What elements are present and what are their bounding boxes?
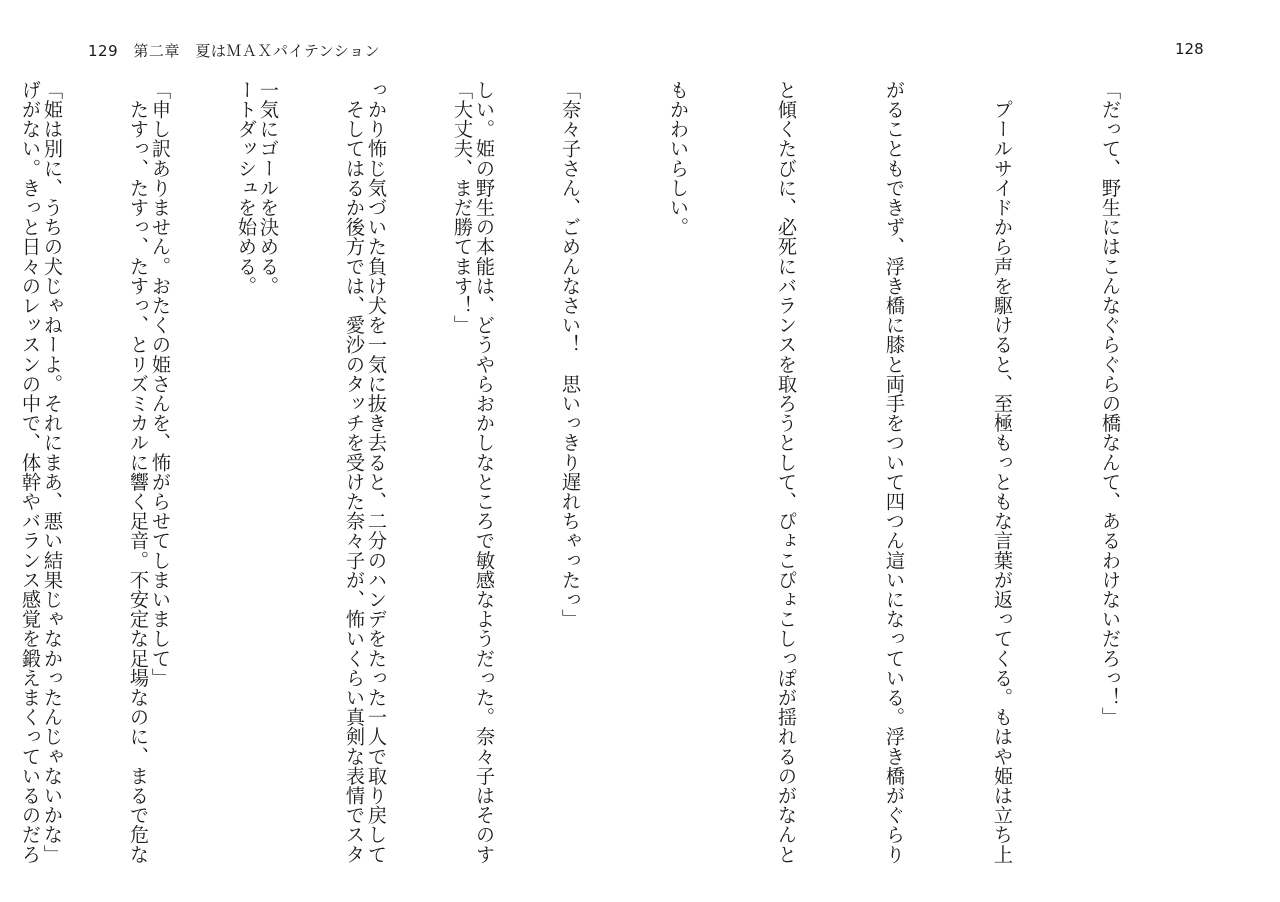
- text-line: っかり怖じ気づいた負け犬を一気に抜き去ると、二分のハンデをたった一人で取り戻して: [365, 80, 388, 864]
- text-line: がることもできず、浮き橋に膝と両手をついて四つん這いになっている。浮き橋がぐらり: [883, 80, 906, 864]
- text-line: ートダッシュを始める。: [235, 80, 258, 296]
- text-line: 一気にゴールを決める。: [257, 80, 280, 296]
- left-page-number: 129: [88, 42, 119, 60]
- text-line: 「大丈夫、まだ勝てます！」: [451, 80, 474, 335]
- running-header: [88, 40, 380, 61]
- text-line: げがない。きっと日々のレッスンの中で、体幹やバランス感覚を鍛えまくっているのだろ: [19, 80, 42, 864]
- right-page-number: 128: [1175, 40, 1204, 58]
- text-line: たすっ、たすっ、たすっ、とリズミカルに響く足音。不安定な足場なのに、まるで危な: [127, 80, 150, 864]
- chapter-title: 第二章 夏はＭＡＸパイテンション: [133, 42, 380, 60]
- text-line: 「姫は別に、うちの犬じゃねーよ。それにまあ、悪い結果じゃなかったんじゃないかな」: [41, 80, 64, 864]
- text-line: そしてはるか後方では、愛沙のタッチを受けた奈々子が、怖いくらい真剣な表情でスタ: [343, 80, 366, 864]
- text-line: 「だって、野生にはこんなぐらぐらの橋なんて、あるわけないだろっ！」: [1099, 80, 1122, 727]
- text-line: 「奈々子さん、ごめんなさい！ 思いっきり遅れちゃったっ」: [559, 80, 582, 629]
- text-line: と傾くたびに、必死にバランスを取ろうとして、ぴょこぴょこしっぽが揺れるのがなんと: [775, 80, 798, 864]
- text-line: もかわいらしい。: [667, 80, 690, 237]
- text-line: しい。姫の野生の本能は、どうやらおかしなところで敏感なようだった。奈々子はそのす: [473, 80, 496, 864]
- text-line: 「申し訳ありません。おたくの姫さんを、怖がらせてしまいまして」: [149, 80, 172, 688]
- text-line: プールサイドから声を駆けると、至極もっともな言葉が返ってくる。もはや姫は立ち上: [991, 80, 1014, 864]
